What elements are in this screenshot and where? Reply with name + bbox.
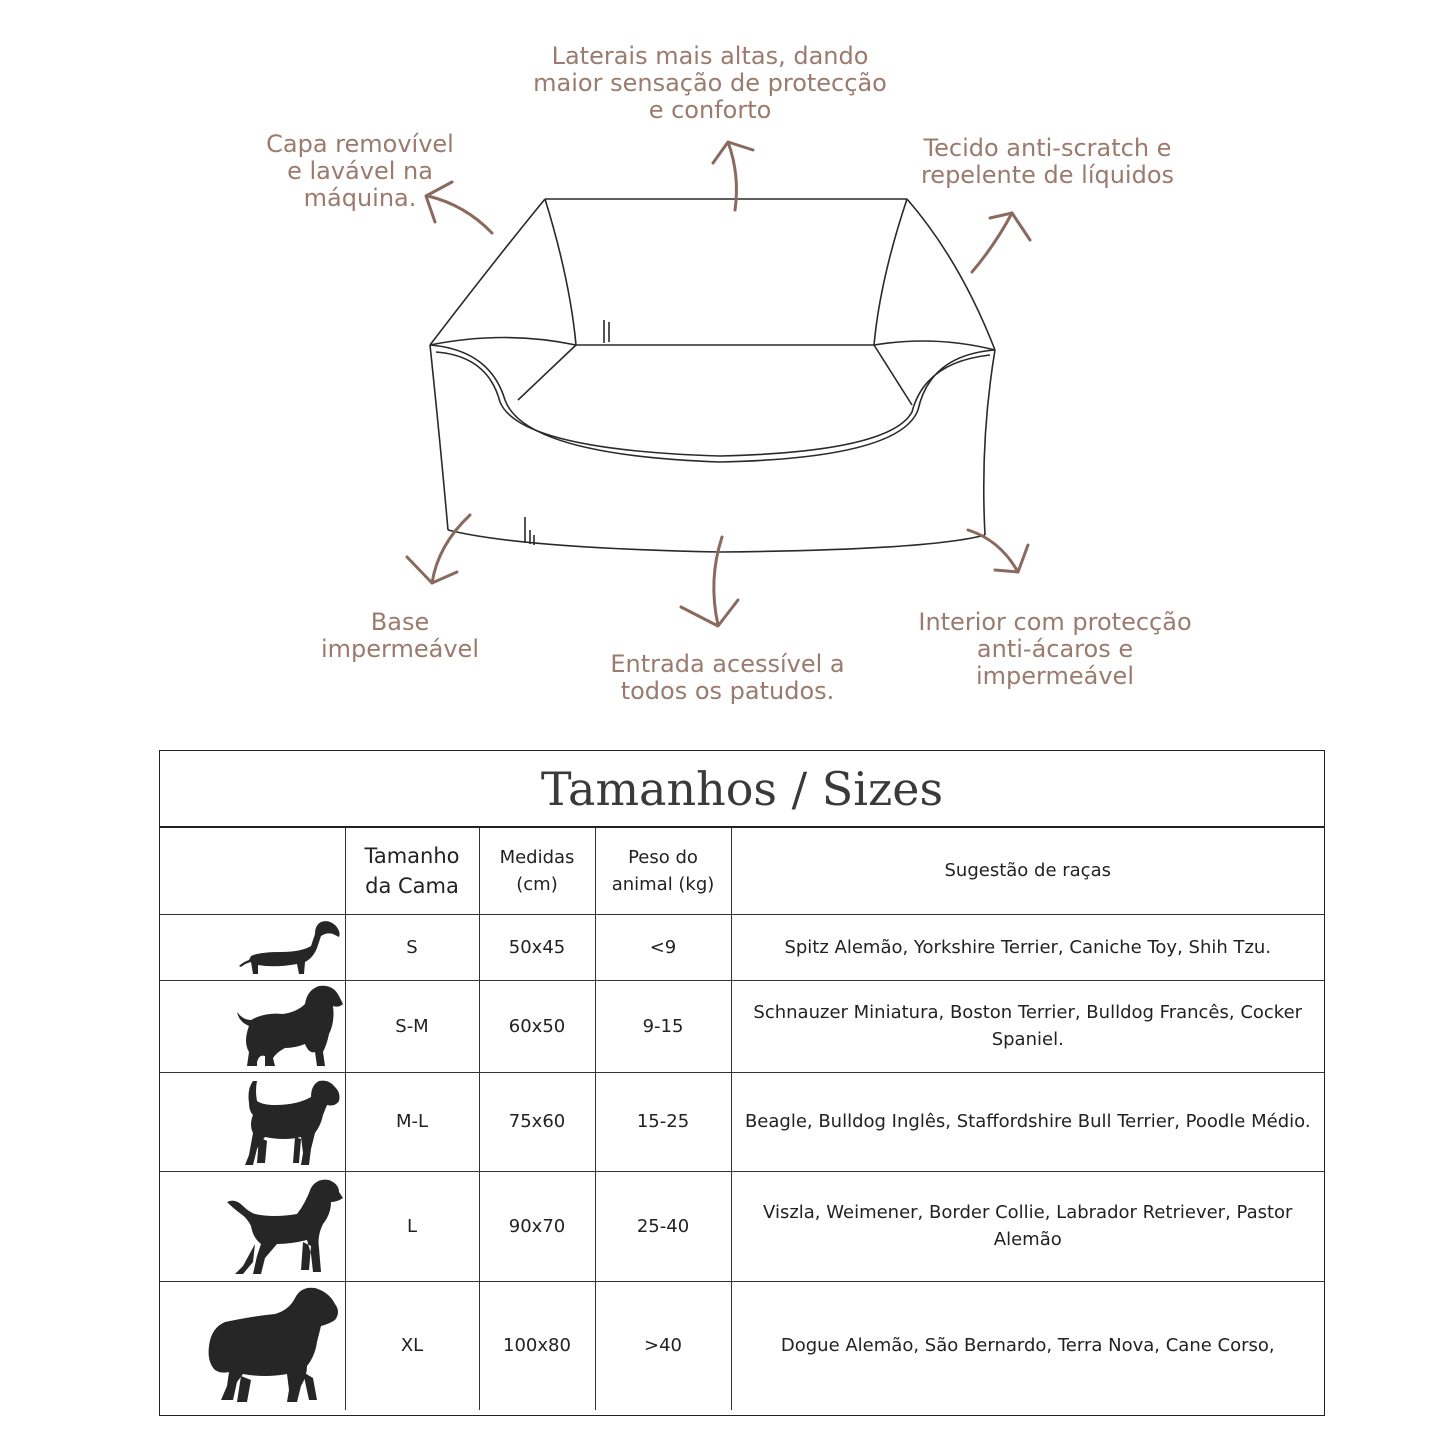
dimensions-cell: 75x60 (479, 1072, 595, 1171)
dog-icon-cell (160, 980, 345, 1072)
dog-icon-cell (160, 914, 345, 980)
feature-label-top-right: Tecido anti-scratch e repelente de líquidos (920, 134, 1175, 189)
labrador-icon (225, 1174, 345, 1278)
dimensions-cell: 90x70 (479, 1171, 595, 1281)
dog-bed-illustration (430, 199, 995, 552)
breeds-cell: Dogue Alemão, São Bernardo, Terra Nova, Cane Corso, (731, 1281, 1324, 1410)
weight-cell: 9-15 (595, 980, 731, 1072)
dog-icon-cell (160, 1072, 345, 1171)
size-cell: XL (345, 1281, 479, 1410)
header-icon-column (160, 828, 345, 914)
beagle-icon (235, 1075, 345, 1169)
dimensions-cell: 100x80 (479, 1281, 595, 1410)
arrow-bottom-left (432, 515, 470, 583)
feature-label-bottom-center: Entrada acessível a todos os patudos. (610, 650, 845, 705)
callout-arrows (407, 142, 1030, 626)
size-cell: S (345, 914, 479, 980)
size-cell: M-L (345, 1072, 479, 1171)
header-dimensions: Medidas (cm) (479, 828, 595, 914)
header-bed-size: Tamanho da Cama (345, 828, 479, 914)
weight-cell: <9 (595, 914, 731, 980)
size-table (159, 750, 1325, 1416)
table-title: Tamanhos / Sizes (160, 751, 1324, 828)
dimensions-cell: 50x45 (479, 914, 595, 980)
dog-icon-cell (160, 1281, 345, 1410)
size-grid (160, 828, 1324, 1410)
newfoundland-icon (205, 1282, 345, 1410)
feature-label-top-left: Capa removível e lavável na máquina. (266, 130, 454, 212)
breeds-cell: Schnauzer Miniatura, Boston Terrier, Bulldog Francês, Cocker Spaniel. (731, 980, 1324, 1072)
arrow-top-right (972, 213, 1012, 272)
arrow-bottom-center (714, 537, 722, 625)
size-cell: S-M (345, 980, 479, 1072)
dachshund-icon (235, 916, 345, 978)
feature-label-bottom-left: Base impermeável (321, 608, 479, 663)
table-row (160, 980, 1324, 1072)
table-row (160, 1072, 1324, 1171)
breeds-cell: Spitz Alemão, Yorkshire Terrier, Caniche Toy, Shih Tzu. (731, 914, 1324, 980)
header-breeds: Sugestão de raças (731, 828, 1324, 914)
header-row (160, 828, 1324, 914)
breeds-cell: Beagle, Bulldog Inglês, Staffordshire Bull Terrier, Poodle Médio. (731, 1072, 1324, 1171)
weight-cell: 15-25 (595, 1072, 731, 1171)
dog-icon-cell (160, 1171, 345, 1281)
header-weight: Peso do animal (kg) (595, 828, 731, 914)
size-cell: L (345, 1171, 479, 1281)
dimensions-cell: 60x50 (479, 980, 595, 1072)
table-row (160, 1281, 1324, 1410)
arrow-bottom-right (968, 530, 1018, 572)
cocker-spaniel-icon (235, 982, 345, 1070)
feature-label-top: Laterais mais altas, dando maior sensação de protecção e conforto (533, 42, 887, 124)
feature-label-bottom-right: Interior com protecção anti-ácaros e impermeável (918, 608, 1192, 690)
weight-cell: >40 (595, 1281, 731, 1410)
table-row (160, 914, 1324, 980)
table-row (160, 1171, 1324, 1281)
weight-cell: 25-40 (595, 1171, 731, 1281)
breeds-cell: Viszla, Weimener, Border Collie, Labrador Retriever, Pastor Alemão (731, 1171, 1324, 1281)
